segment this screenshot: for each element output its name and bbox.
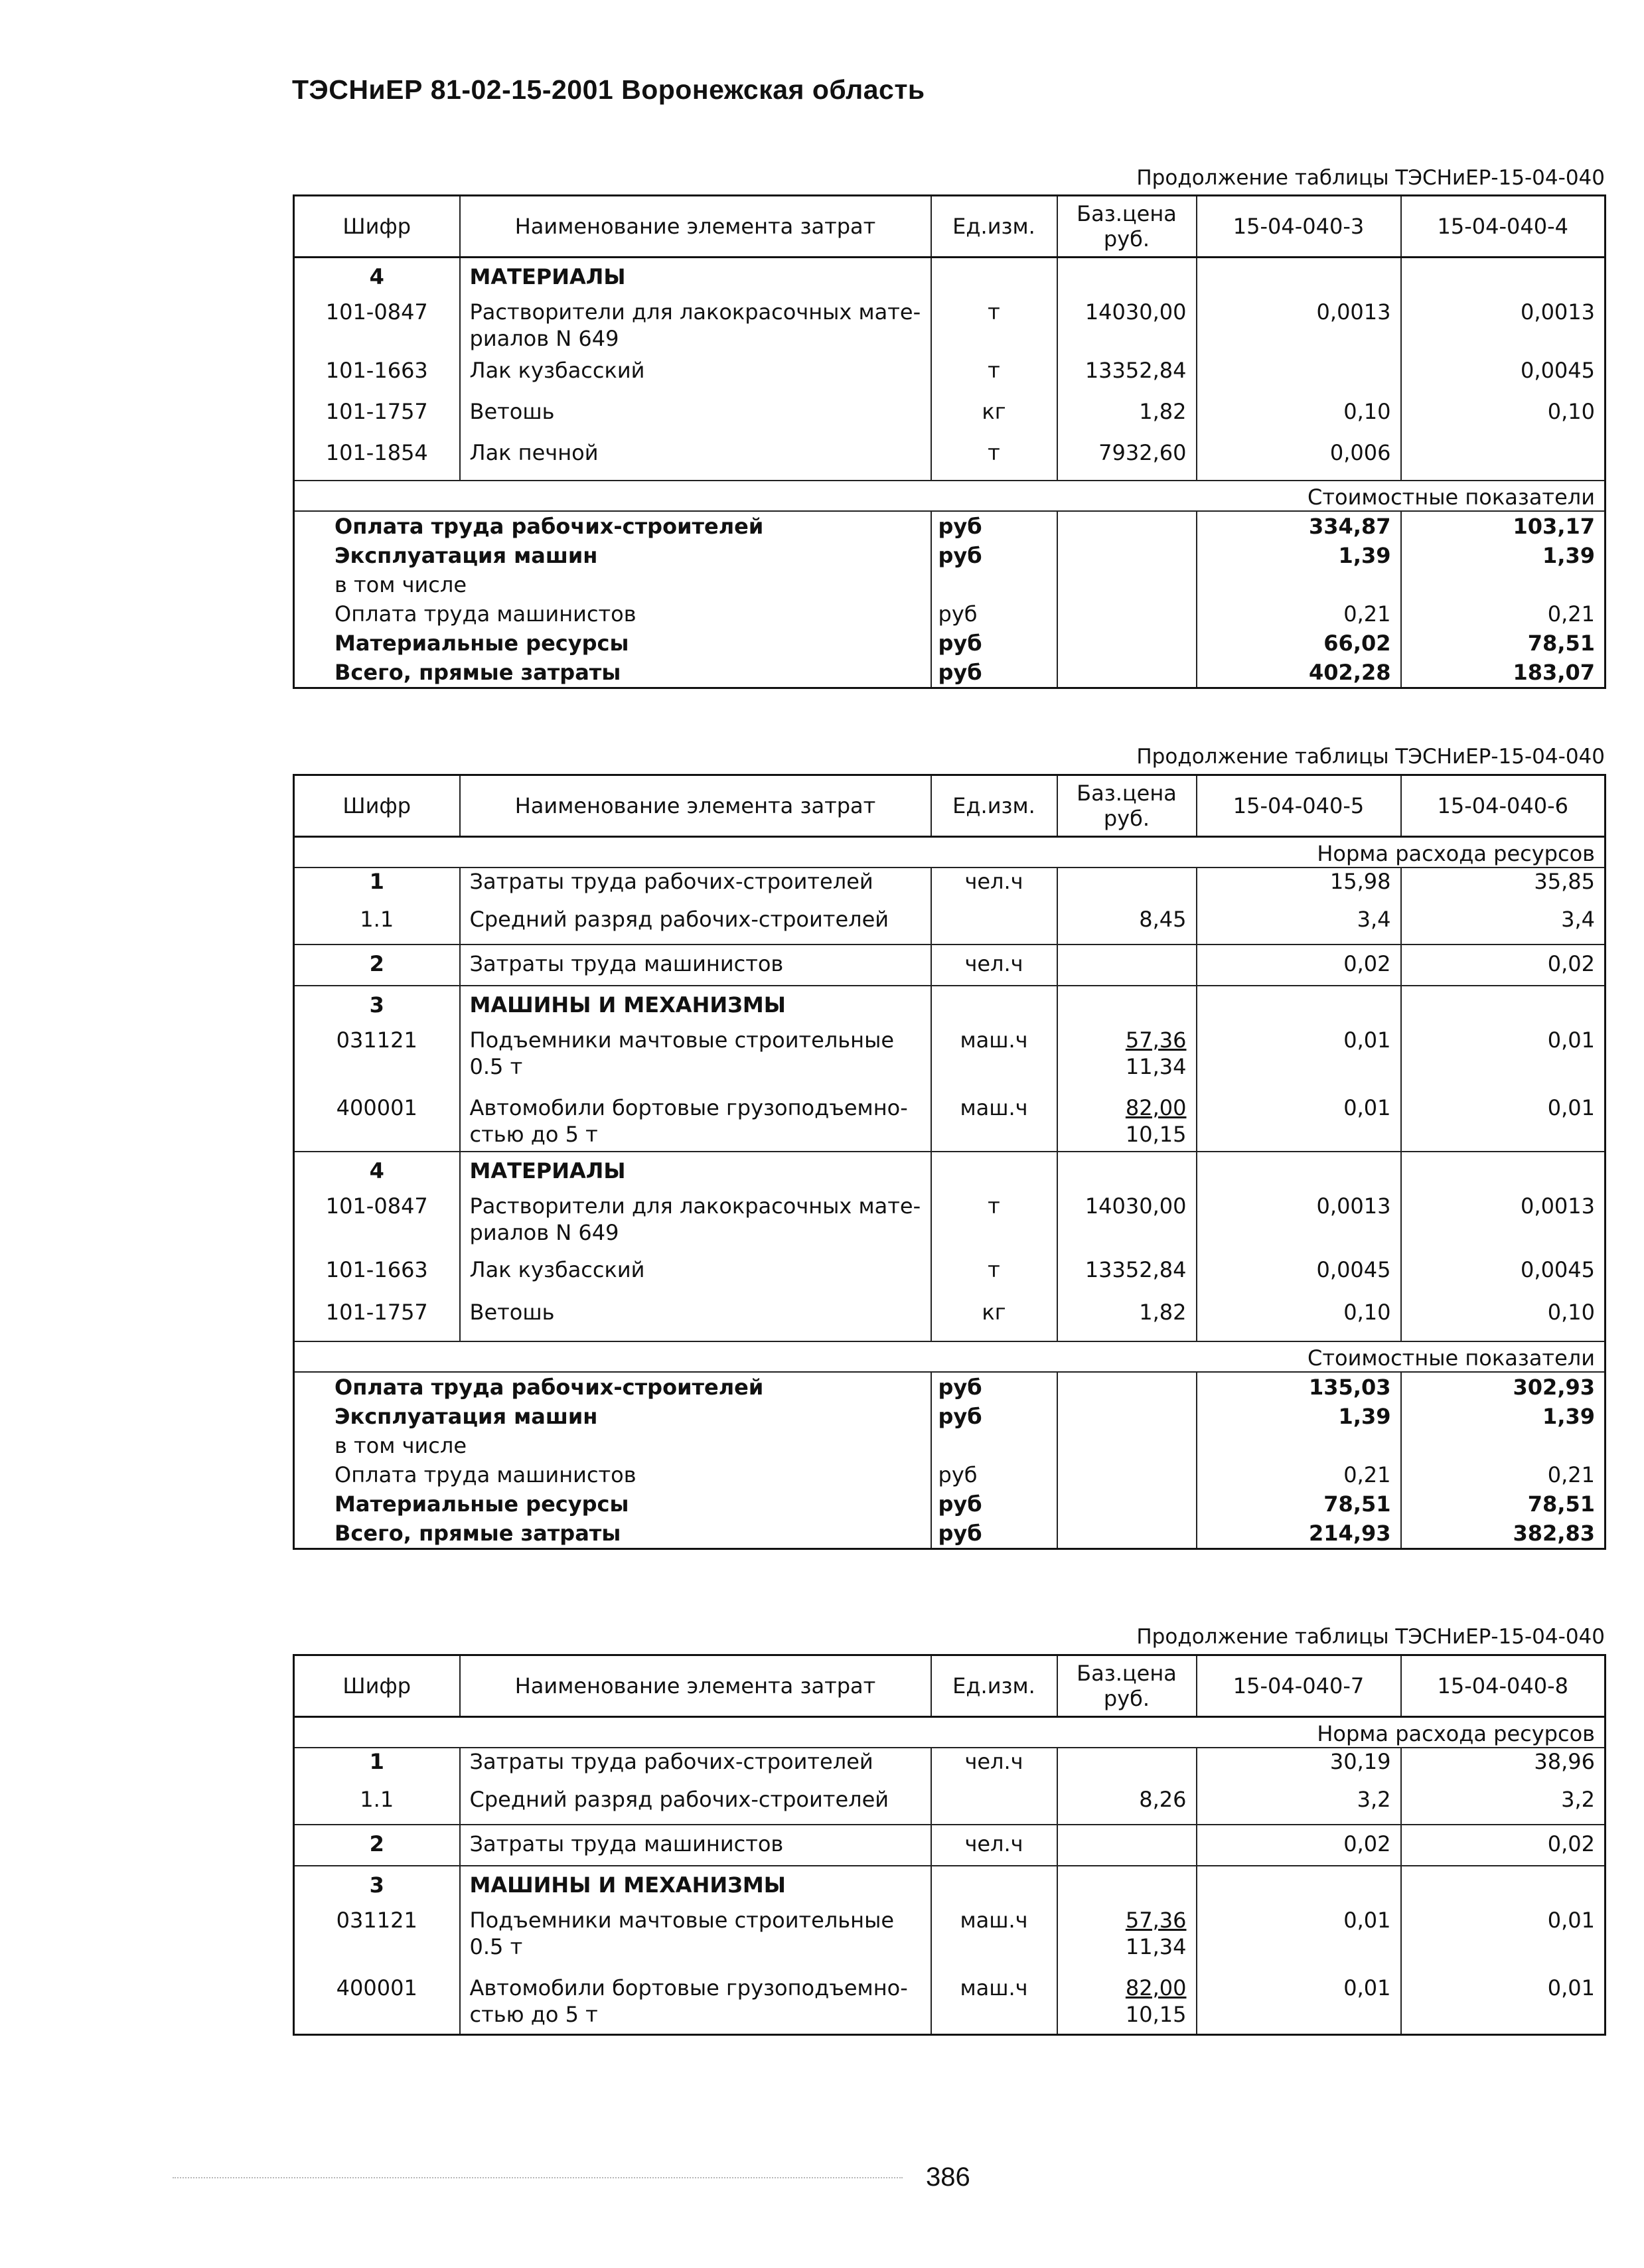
section-row-materials (294, 1152, 1606, 1193)
resource-price (1057, 1095, 1197, 1152)
total-unit: руб (931, 658, 1057, 688)
machinist-wage: 11,34 (1125, 1934, 1187, 1959)
total-value-b: 183,07 (1401, 658, 1606, 688)
resource-unit: маш.ч (931, 1907, 1057, 1975)
table-header-row (294, 196, 1606, 258)
band-label: Стоимостные показатели (294, 481, 1606, 511)
norm-value-b: 0,02 (1401, 945, 1606, 986)
total-unit: руб (931, 1460, 1057, 1489)
col-header-norm-b: 15-04-040-4 (1401, 196, 1606, 258)
resource-name: Лак кузбасский (460, 1256, 931, 1299)
resource-unit: т (931, 1193, 1057, 1256)
resource-code: 2 (294, 945, 460, 986)
resource-price: 7932,60 (1057, 439, 1197, 481)
page-number: 386 (926, 2162, 970, 2192)
table-row (294, 1786, 1606, 1825)
resource-unit: т (931, 299, 1057, 357)
norm-value-a: 0,01 (1197, 1095, 1401, 1152)
norm-value-b: 38,96 (1401, 1748, 1606, 1786)
table-row (294, 1027, 1606, 1095)
total-value-a: 402,28 (1197, 658, 1401, 688)
total-value-b: 103,17 (1401, 511, 1606, 541)
norm-value-a: 0,02 (1197, 945, 1401, 986)
section-code: 4 (294, 258, 460, 299)
resource-code: 400001 (294, 1975, 460, 2034)
norm-value-b: 0,0045 (1401, 357, 1606, 398)
resource-name: Лак кузбасский (460, 357, 931, 398)
totals-row (294, 511, 1606, 541)
norm-value-b: 0,01 (1401, 1907, 1606, 1975)
total-unit: руб (931, 541, 1057, 570)
total-unit: руб (931, 599, 1057, 629)
totals-row (294, 658, 1606, 688)
resource-unit: чел.ч (931, 868, 1057, 906)
table-row (294, 1907, 1606, 1975)
resource-name: Подъемники мачтовые строительные 0.5 т (460, 1907, 931, 1975)
table-row (294, 868, 1606, 906)
col-header-code: Шифр (294, 196, 460, 258)
total-label: в том числе (294, 1431, 931, 1460)
resource-unit: чел.ч (931, 1825, 1057, 1866)
resource-name: Затраты труда машинистов (460, 945, 931, 986)
col-header-norm-b: 15-04-040-6 (1401, 775, 1606, 837)
resource-code: 2 (294, 1825, 460, 1866)
resource-name: Растворители для лакокрасочных мате- риалов N 649 (460, 299, 931, 357)
section-title: МАТЕРИАЛЫ (460, 1152, 931, 1193)
norm-value-b (1401, 439, 1606, 481)
section-row-machines (294, 1866, 1606, 1907)
total-label: Всего, прямые затраты (294, 1519, 931, 1549)
cost-indicators-band (294, 481, 1606, 511)
table-row (294, 1193, 1606, 1256)
resource-name: Средний разряд рабочих-строителей (460, 906, 931, 945)
section-title: МАТЕРИАЛЫ (460, 258, 931, 299)
resource-price: 8,45 (1057, 906, 1197, 945)
resource-unit: т (931, 357, 1057, 398)
total-value-b: 382,83 (1401, 1519, 1606, 1549)
resource-price (1057, 1027, 1197, 1095)
total-value-a: 1,39 (1197, 541, 1401, 570)
col-header-unit: Ед.изм. (931, 1655, 1057, 1717)
norm-band (294, 1717, 1606, 1748)
table-row (294, 357, 1606, 398)
machinist-wage: 10,15 (1125, 1122, 1187, 1147)
table-row (294, 1748, 1606, 1786)
resource-price: 1,82 (1057, 1299, 1197, 1341)
resource-name: Подъемники мачтовые строительные 0.5 т (460, 1027, 931, 1095)
norm-value-a: 3,4 (1197, 906, 1401, 945)
totals-row (294, 1431, 1606, 1460)
totals-row (294, 1460, 1606, 1489)
total-label: Оплата труда рабочих-строителей (294, 511, 931, 541)
resource-code: 101-0847 (294, 299, 460, 357)
resource-unit: маш.ч (931, 1027, 1057, 1095)
total-label: Оплата труда машинистов (294, 599, 931, 629)
table-header-row (294, 1655, 1606, 1717)
resource-code: 1.1 (294, 1786, 460, 1825)
resource-price: 8,26 (1057, 1786, 1197, 1825)
norm-value-b: 0,01 (1401, 1975, 1606, 2034)
resource-price: 13352,84 (1057, 357, 1197, 398)
norm-value-a (1197, 357, 1401, 398)
table-row (294, 1975, 1606, 2034)
cost-table-3 (293, 1654, 1604, 2036)
total-label: Всего, прямые затраты (294, 658, 931, 688)
total-label: Эксплуатация машин (294, 1402, 931, 1431)
resource-unit: чел.ч (931, 1748, 1057, 1786)
resource-name: Средний разряд рабочих-строителей (460, 1786, 931, 1825)
cost-table-2 (293, 774, 1604, 1550)
norm-value-a: 0,10 (1197, 398, 1401, 439)
col-header-base-price: Баз.цена руб. (1057, 775, 1197, 837)
table-row (294, 1825, 1606, 1866)
totals-row (294, 1489, 1606, 1519)
total-value-a: 66,02 (1197, 629, 1401, 658)
resource-code: 031121 (294, 1907, 460, 1975)
table-header-row (294, 775, 1606, 837)
section-title: МАШИНЫ И МЕХАНИЗМЫ (460, 986, 931, 1027)
band-label: Норма расхода ресурсов (294, 837, 1606, 868)
norm-value-b: 0,0045 (1401, 1256, 1606, 1299)
totals-row (294, 1372, 1606, 1402)
totals-row (294, 1402, 1606, 1431)
resource-name: Затраты труда рабочих-строителей (460, 868, 931, 906)
norm-value-a: 0,0013 (1197, 299, 1401, 357)
resource-price: 14030,00 (1057, 1193, 1197, 1256)
total-value-a: 78,51 (1197, 1489, 1401, 1519)
total-unit: руб (931, 1402, 1057, 1431)
norm-value-b: 0,10 (1401, 398, 1606, 439)
resource-name: Затраты труда рабочих-строителей (460, 1748, 931, 1786)
resource-code: 400001 (294, 1095, 460, 1152)
resource-code: 1 (294, 868, 460, 906)
total-label: Оплата труда машинистов (294, 1460, 931, 1489)
resource-code: 1.1 (294, 906, 460, 945)
col-header-norm-a: 15-04-040-7 (1197, 1655, 1401, 1717)
table-caption: Продолжение таблицы ТЭСНиЕР-15-04-040 (1136, 745, 1605, 769)
total-label: Материальные ресурсы (294, 629, 931, 658)
norm-value-a: 0,10 (1197, 1299, 1401, 1341)
cost-table-1 (293, 194, 1604, 689)
total-label: Материальные ресурсы (294, 1489, 931, 1519)
total-label: Эксплуатация машин (294, 541, 931, 570)
norm-value-b: 0,01 (1401, 1027, 1606, 1095)
col-header-code: Шифр (294, 1655, 460, 1717)
resource-unit: чел.ч (931, 945, 1057, 986)
norm-value-a: 0,01 (1197, 1975, 1401, 2034)
col-header-base-price: Баз.цена руб. (1057, 196, 1197, 258)
col-header-unit: Ед.изм. (931, 196, 1057, 258)
norm-value-b: 35,85 (1401, 868, 1606, 906)
col-header-norm-b: 15-04-040-8 (1401, 1655, 1606, 1717)
band-label: Стоимостные показатели (294, 1341, 1606, 1372)
machine-price: 82,00 (1125, 1975, 1187, 2001)
section-row-materials (294, 258, 1606, 299)
cost-indicators-band (294, 1341, 1606, 1372)
totals-row (294, 629, 1606, 658)
machine-price: 57,36 (1125, 1908, 1187, 1933)
norm-value-b: 0,10 (1401, 1299, 1606, 1341)
total-value-b: 1,39 (1401, 541, 1606, 570)
table-row (294, 398, 1606, 439)
table-row (294, 439, 1606, 481)
resource-code: 031121 (294, 1027, 460, 1095)
table-caption: Продолжение таблицы ТЭСНиЕР-15-04-040 (1136, 166, 1605, 190)
total-value-b: 302,93 (1401, 1372, 1606, 1402)
resource-unit: маш.ч (931, 1975, 1057, 2034)
norm-value-b: 0,0013 (1401, 1193, 1606, 1256)
norm-value-b: 0,02 (1401, 1825, 1606, 1866)
resource-code: 101-1854 (294, 439, 460, 481)
table-row (294, 906, 1606, 945)
section-row-machines (294, 986, 1606, 1027)
resource-unit: т (931, 439, 1057, 481)
resource-price (1057, 1907, 1197, 1975)
total-value-b: 78,51 (1401, 629, 1606, 658)
total-unit: руб (931, 511, 1057, 541)
table-caption: Продолжение таблицы ТЭСНиЕР-15-04-040 (1136, 1625, 1605, 1649)
document-header: ТЭСНиЕР 81-02-15-2001 Воронежская область (292, 74, 925, 105)
machine-price: 57,36 (1125, 1027, 1187, 1053)
resource-code: 101-1663 (294, 357, 460, 398)
total-unit: руб (931, 1519, 1057, 1549)
total-label: Оплата труда рабочих-строителей (294, 1372, 931, 1402)
norm-value-a: 0,01 (1197, 1907, 1401, 1975)
machinist-wage: 11,34 (1125, 1054, 1187, 1079)
table-row (294, 1299, 1606, 1341)
totals-row (294, 599, 1606, 629)
table-row (294, 945, 1606, 986)
col-header-name: Наименование элемента затрат (460, 196, 931, 258)
resource-name: Затраты труда машинистов (460, 1825, 931, 1866)
machinist-wage: 10,15 (1125, 2002, 1187, 2027)
resource-code: 101-1757 (294, 1299, 460, 1341)
total-value-a: 0,21 (1197, 1460, 1401, 1489)
total-value-a: 135,03 (1197, 1372, 1401, 1402)
total-value-a: 1,39 (1197, 1402, 1401, 1431)
resource-unit: кг (931, 1299, 1057, 1341)
col-header-norm-a: 15-04-040-3 (1197, 196, 1401, 258)
total-unit: руб (931, 629, 1057, 658)
total-label: в том числе (294, 570, 931, 599)
norm-value-a: 0,01 (1197, 1027, 1401, 1095)
section-code: 3 (294, 986, 460, 1027)
norm-value-a: 0,02 (1197, 1825, 1401, 1866)
col-header-base-price: Баз.цена руб. (1057, 1655, 1197, 1717)
totals-row (294, 570, 1606, 599)
resource-name: Автомобили бортовые грузоподъемно- стью до 5 т (460, 1095, 931, 1152)
norm-value-a: 0,0013 (1197, 1193, 1401, 1256)
col-header-name: Наименование элемента затрат (460, 1655, 931, 1717)
section-code: 4 (294, 1152, 460, 1193)
scan-artifact-line (173, 2177, 903, 2178)
table-row (294, 1095, 1606, 1152)
resource-price: 14030,00 (1057, 299, 1197, 357)
resource-unit: кг (931, 398, 1057, 439)
col-header-norm-a: 15-04-040-5 (1197, 775, 1401, 837)
resource-price: 1,82 (1057, 398, 1197, 439)
norm-value-a: 0,0045 (1197, 1256, 1401, 1299)
norm-value-a: 30,19 (1197, 1748, 1401, 1786)
total-value-a: 334,87 (1197, 511, 1401, 541)
norm-value-a: 15,98 (1197, 868, 1401, 906)
machine-price: 82,00 (1125, 1095, 1187, 1120)
resource-price: 13352,84 (1057, 1256, 1197, 1299)
norm-value-b: 3,2 (1401, 1786, 1606, 1825)
totals-row (294, 1519, 1606, 1549)
resource-unit: маш.ч (931, 1095, 1057, 1152)
table-row (294, 1256, 1606, 1299)
resource-code: 101-0847 (294, 1193, 460, 1256)
resource-code: 101-1663 (294, 1256, 460, 1299)
norm-value-b: 0,0013 (1401, 299, 1606, 357)
norm-value-a: 3,2 (1197, 1786, 1401, 1825)
total-value-b: 78,51 (1401, 1489, 1606, 1519)
totals-row (294, 541, 1606, 570)
norm-value-a: 0,006 (1197, 439, 1401, 481)
norm-band (294, 837, 1606, 868)
section-code: 3 (294, 1866, 460, 1907)
section-title: МАШИНЫ И МЕХАНИЗМЫ (460, 1866, 931, 1907)
total-value-a: 0,21 (1197, 599, 1401, 629)
col-header-name: Наименование элемента затрат (460, 775, 931, 837)
total-value-b: 1,39 (1401, 1402, 1606, 1431)
band-label: Норма расхода ресурсов (294, 1717, 1606, 1748)
resource-name: Растворители для лакокрасочных мате- риалов N 649 (460, 1193, 931, 1256)
resource-name: Ветошь (460, 398, 931, 439)
total-unit: руб (931, 1372, 1057, 1402)
total-value-b: 0,21 (1401, 599, 1606, 629)
resource-name: Ветошь (460, 1299, 931, 1341)
total-unit: руб (931, 1489, 1057, 1519)
col-header-unit: Ед.изм. (931, 775, 1057, 837)
norm-value-b: 0,01 (1401, 1095, 1606, 1152)
resource-price (1057, 1975, 1197, 2034)
resource-code: 1 (294, 1748, 460, 1786)
resource-unit: т (931, 1256, 1057, 1299)
total-value-b: 0,21 (1401, 1460, 1606, 1489)
resource-code: 101-1757 (294, 398, 460, 439)
norm-value-b: 3,4 (1401, 906, 1606, 945)
resource-name: Лак печной (460, 439, 931, 481)
col-header-code: Шифр (294, 775, 460, 837)
total-value-a: 214,93 (1197, 1519, 1401, 1549)
resource-name: Автомобили бортовые грузоподъемно- стью до 5 т (460, 1975, 931, 2034)
table-row (294, 299, 1606, 357)
